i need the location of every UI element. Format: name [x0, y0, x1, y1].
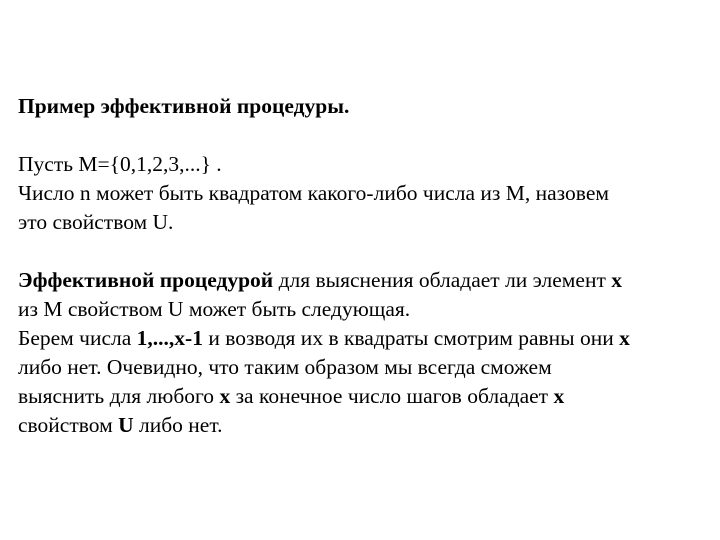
definition-line-3: это свойством U.	[18, 210, 174, 234]
slide-title: Пример эффективной процедуры.	[18, 94, 350, 118]
text-span: для выяснения обладает ли элемент	[273, 268, 612, 292]
number-range: 1,...,x-1	[136, 326, 203, 350]
variable-x: x	[611, 268, 622, 292]
slide-content	[18, 92, 708, 440]
text-span: выяснить для любого	[18, 384, 220, 408]
procedure-line-3	[18, 324, 708, 353]
spacer	[18, 237, 708, 266]
procedure-line-5	[18, 382, 708, 411]
variable-x: x	[219, 384, 231, 408]
text-span: Берем числа	[18, 326, 137, 350]
variable-x: x	[553, 384, 565, 408]
property-u: U	[118, 413, 134, 437]
procedure-line-1	[18, 266, 708, 295]
text-span: либо нет.	[133, 413, 223, 437]
text-span: за конечное число шагов обладает	[230, 384, 554, 408]
term-effective-procedure: Эффективной процедурой	[18, 268, 274, 292]
spacer	[18, 121, 708, 150]
definition-line-1: Пусть М={0,1,2,3,...} .	[18, 152, 222, 176]
procedure-line-2: из М свойством U может быть следующая.	[18, 297, 411, 321]
text-span: и возводя их в квадраты смотрим равны они	[202, 326, 620, 350]
procedure-line-6	[18, 411, 708, 440]
text-span: свойством	[18, 413, 119, 437]
variable-x: x	[619, 326, 630, 350]
definition-line-2: Число n может быть квадратом какого-либо числа из М, назовем	[18, 181, 609, 205]
procedure-line-4: либо нет. Очевидно, что таким образом мы всегда сможем	[18, 355, 552, 379]
